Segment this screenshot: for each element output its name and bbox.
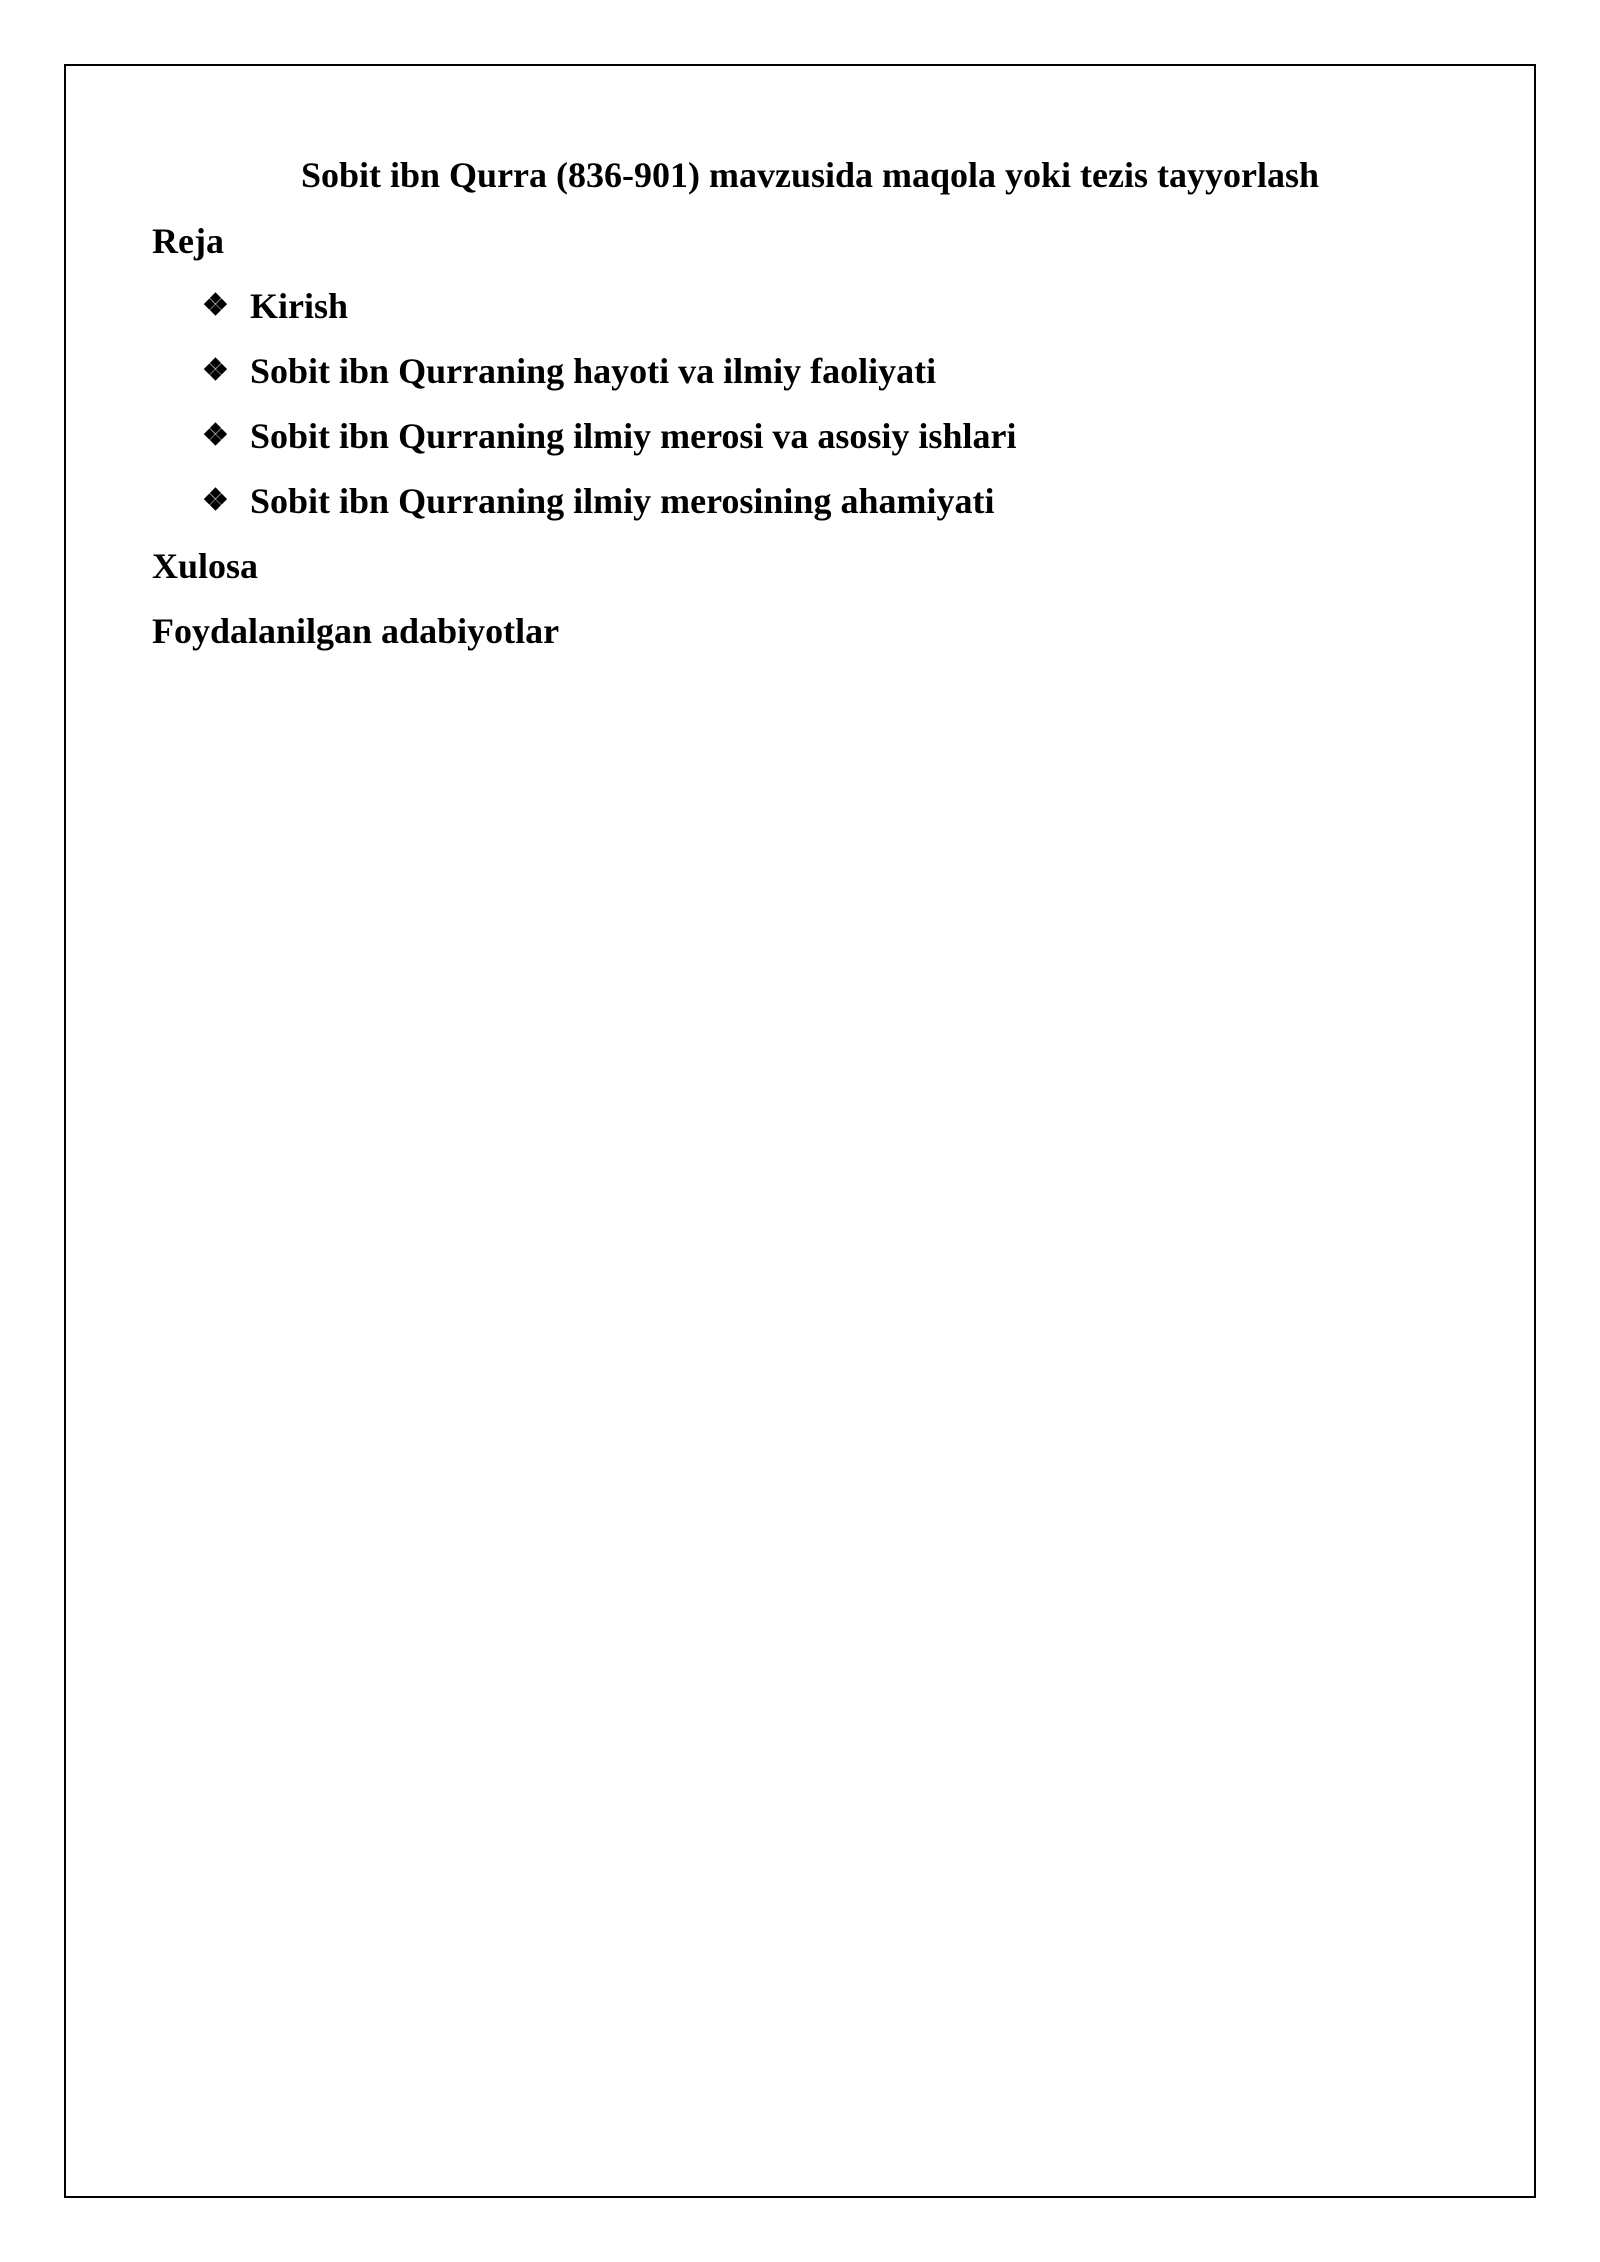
plan-item-legacy-and-works: [202, 409, 1016, 463]
diamond-bullet-icon: ❖: [202, 289, 229, 322]
diamond-bullet-icon: ❖: [202, 419, 229, 452]
plan-item-label: Sobit ibn Qurraning ilmiy merosining ahamiyati: [250, 481, 995, 521]
plan-item-label: Kirish: [250, 286, 349, 326]
plan-item-life-and-work: [202, 344, 936, 398]
plan-item-label: Sobit ibn Qurraning hayoti va ilmiy faoliyati: [250, 351, 937, 391]
diamond-bullet-icon: ❖: [202, 484, 229, 517]
document-title: Sobit ibn Qurra (836-901) mavzusida maqola yoki tezis tayyorlash: [300, 155, 1320, 195]
plan-item-introduction: [202, 279, 348, 333]
conclusion-heading: Xulosa: [152, 546, 259, 586]
plan-heading: Reja: [152, 221, 224, 261]
plan-item-label: Sobit ibn Qurraning ilmiy merosi va asosiy ishlari: [250, 416, 1017, 456]
diamond-bullet-icon: ❖: [202, 354, 229, 387]
references-heading: Foydalanilgan adabiyotlar: [152, 611, 560, 651]
plan-item-legacy-significance: [202, 474, 994, 528]
